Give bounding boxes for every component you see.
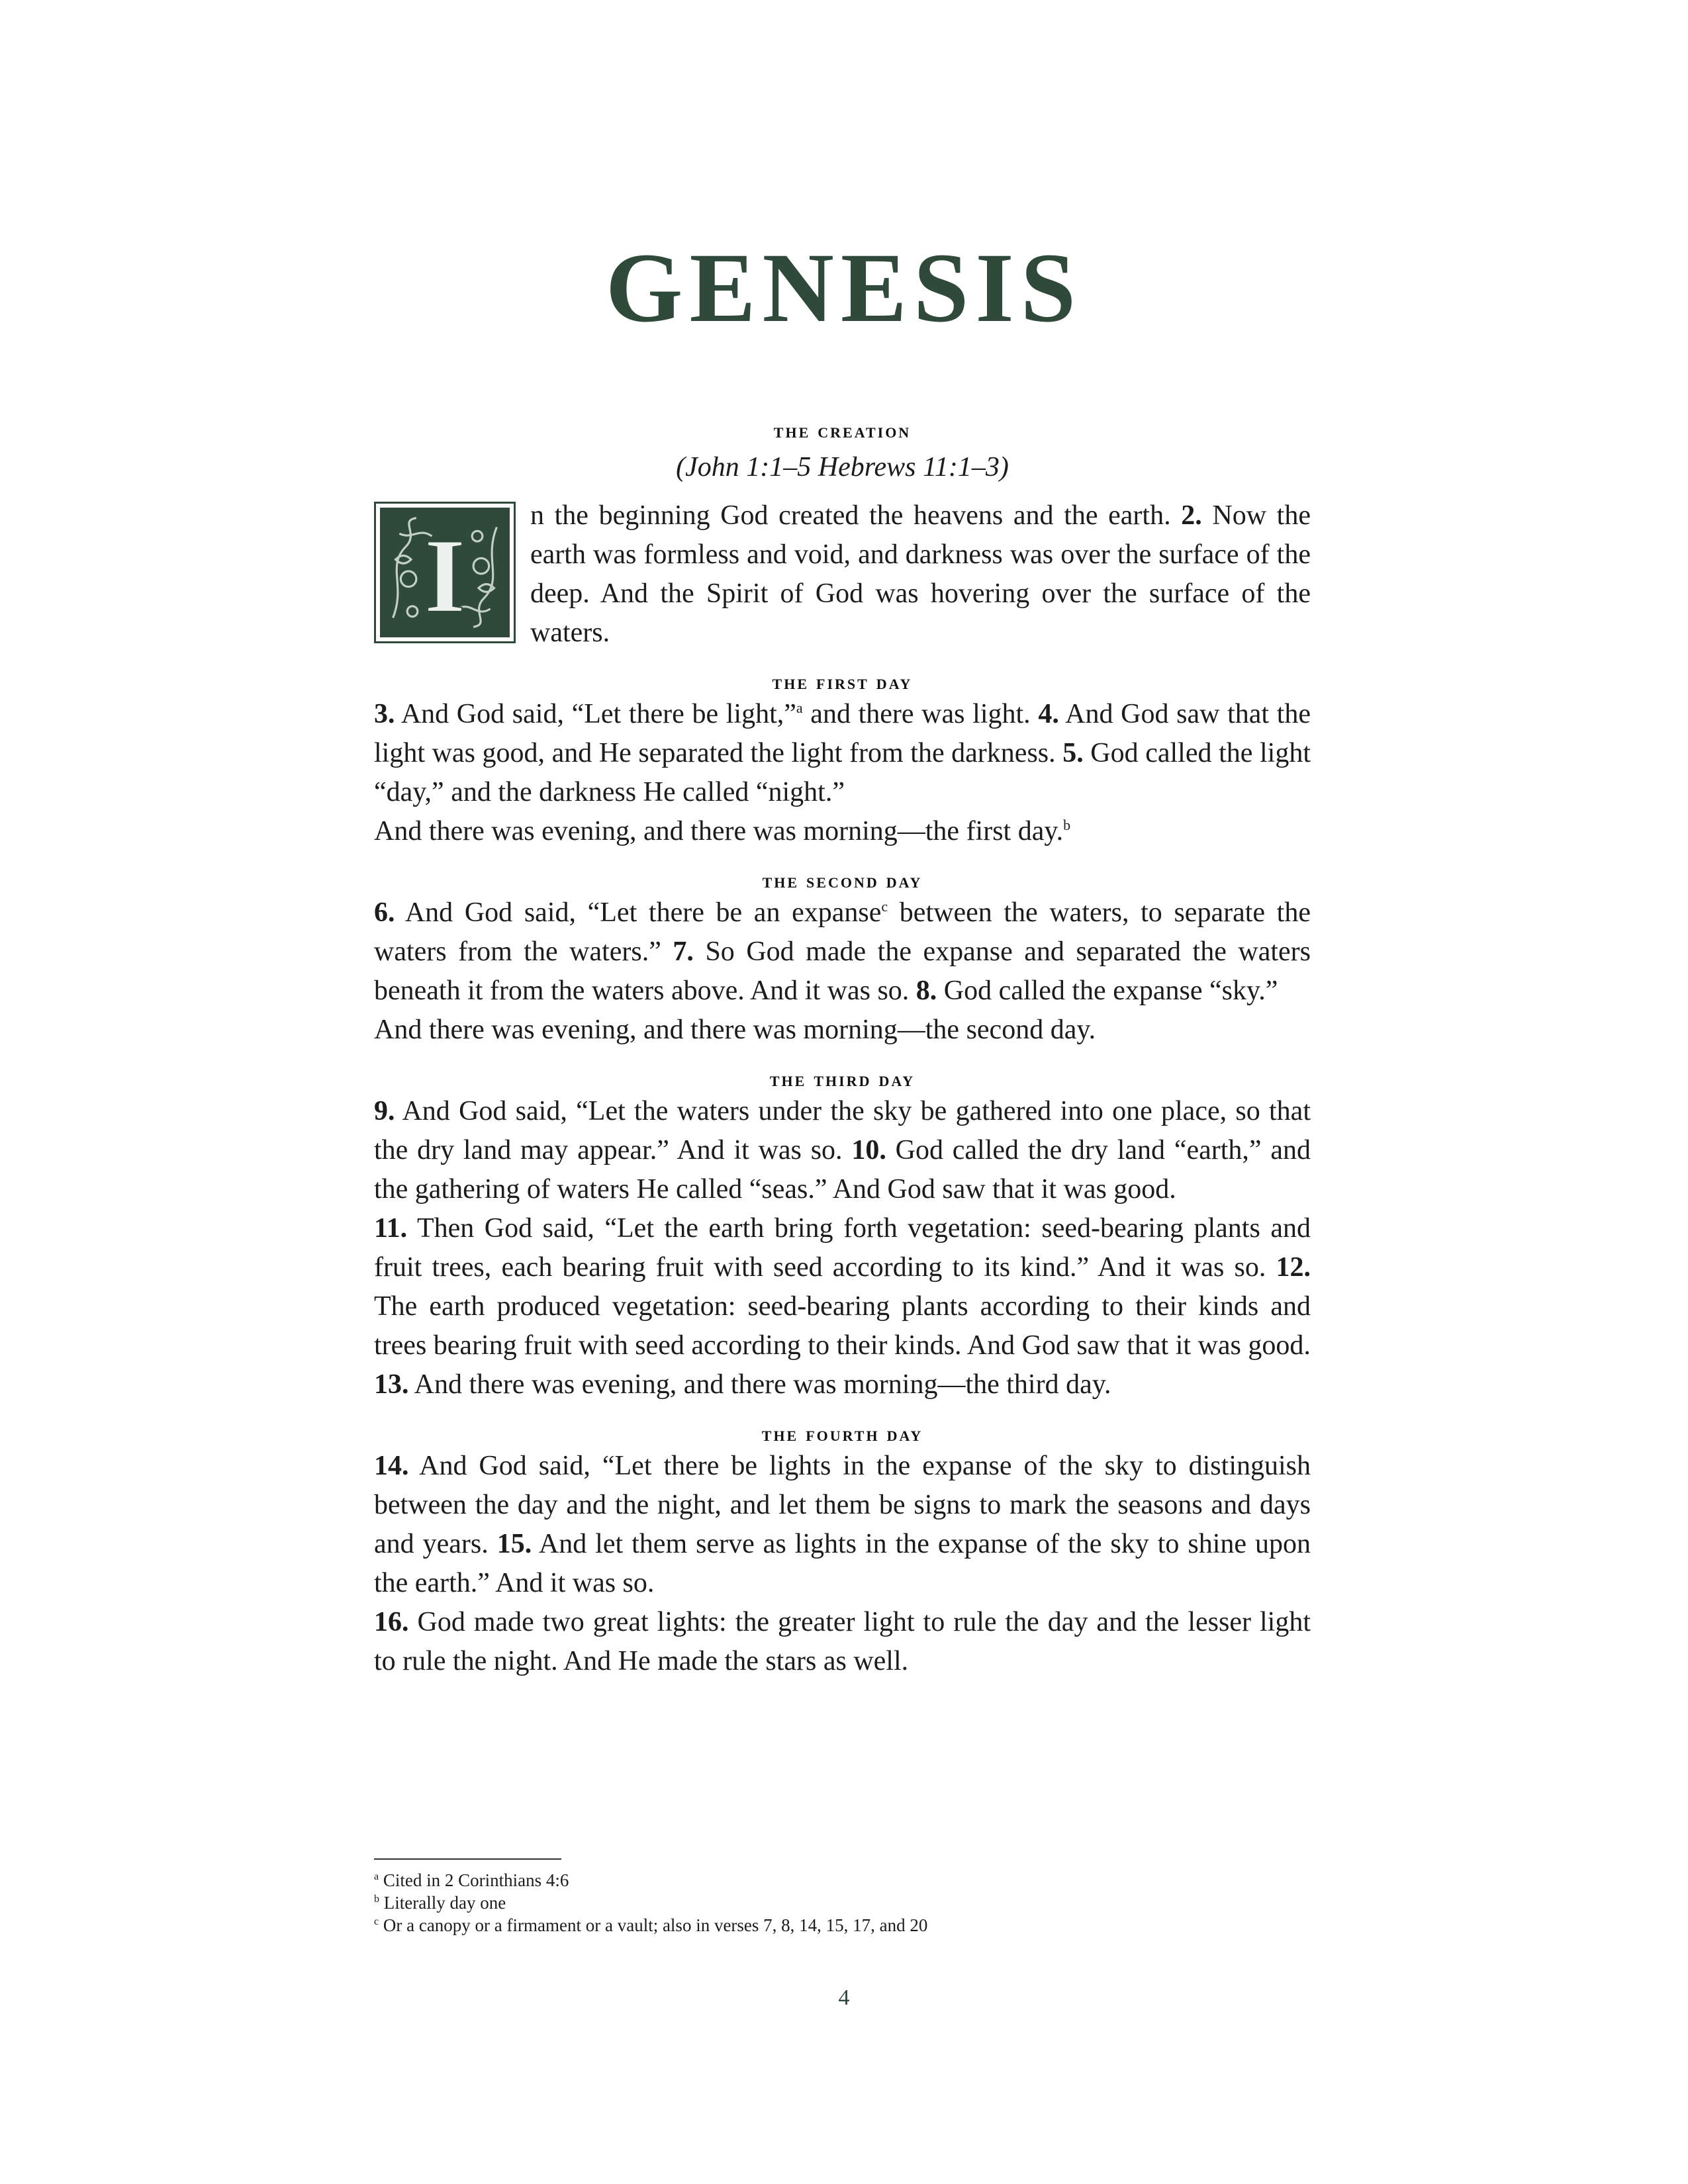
verse-3-text-cont: and there was light. [802,699,1039,729]
footnote-c [374,1914,1311,1936]
verse-6-text-cont: between the waters, to separate the waters from the waters.” [374,897,1311,967]
verse-number: 5. [1062,738,1084,768]
ornamental-dropcap-i [374,502,516,643]
verse-number: 16. [374,1607,409,1637]
verse-4-text: And God saw that the light was good, and He separated the light from the darkness. [374,699,1311,768]
evening-line: And there was evening, and there was morning—the first day. [374,816,1064,846]
footnote-marker[interactable]: b [1063,817,1071,833]
footnote-a [374,1869,1311,1891]
footnote-mark: c [374,1916,379,1927]
verse-14-text: And God said, “Let there be lights in the expanse of the sky to distinguish between the day and the night, and let them be signs to mark the seasons and days and years. [374,1451,1311,1559]
footnote-text: Or a canopy or a firmament or a vault; also in verses 7, 8, 14, 15, 17, and 20 [383,1915,928,1935]
verse-11-text: Then God said, “Let the earth bring forth vegetation: seed-bearing plants and fruit trees, each bearing fruit with seed according to its kind.” And it was so. [374,1213,1311,1283]
section-heading-fourth-day: the fourth day [761,1422,923,1445]
verse-10-text: God called the dry land “earth,” and the gathering of waters He called “seas.” And God saw that it was good. [374,1135,1311,1205]
verse-number: 2. [1181,500,1202,531]
section-heading-first-day: the first day [772,670,913,694]
verse-15-text: And let them serve as lights in the expanse of the sky to shine upon the earth.” And it was so. [374,1529,1311,1598]
footnotes [374,1858,1311,1936]
verse-9-text: And God said, “Let the waters under the sky be gathered into one place, so that the dry land may appear.” And it was so. [374,1096,1311,1165]
section-heading-second-day: the second day [762,868,923,892]
footnote-mark: b [374,1893,379,1905]
verse-6-text: And God said, “Let there be an expanse [395,897,882,928]
floral-ornament-icon [380,508,510,637]
verse-2-text: Now the earth was formless and void, and darkness was over the surface of the deep. And the Spirit of God was hovering over the surface of the waters. [530,500,1311,648]
verse-1-text: n the beginning God created the heavens and the earth. [530,500,1182,531]
page-number: 4 [838,1985,850,2010]
creation-paragraph [374,496,1311,653]
footnote-mark: a [374,1871,379,1882]
verse-number: 8. [915,976,937,1006]
footnote-divider [374,1858,561,1860]
verse-number: 11. [374,1213,408,1244]
cross-reference: (John 1:1–5 Hebrews 11:1–3) [676,452,1009,482]
footnote-text: Cited in 2 Corinthians 4:6 [383,1870,569,1890]
verse-13-text: And there was evening, and there was morning—the third day. [408,1369,1111,1400]
verse-number: 7. [673,936,694,967]
footnote-b [374,1891,1311,1914]
verse-number: 10. [851,1135,886,1165]
verse-number: 14. [374,1451,409,1481]
verse-5-text: God called the light “day,” and the darkness He called “night.” [374,738,1311,807]
verse-7-text: So God made the expanse and separated the waters beneath it from the waters above. And it was so. [374,936,1311,1006]
verse-number: 3. [374,699,395,729]
section-heading-third-day: the third day [769,1067,915,1091]
footnote-marker[interactable]: c [881,898,888,915]
verse-number: 15. [496,1529,532,1559]
footnote-text: Literally day one [383,1893,506,1913]
verse-3-text: And God said, “Let there be light,” [395,699,796,729]
footnote-marker[interactable]: a [796,700,803,716]
verse-number: 13. [374,1369,409,1400]
verse-number: 6. [374,897,395,928]
verse-number: 9. [374,1096,395,1126]
verse-8-text: God called the expanse “sky.” [937,976,1278,1006]
dropcap-letter: I [424,516,466,635]
verse-number: 12. [1276,1252,1311,1283]
evening-line: And there was evening, and there was morning—the second day. [374,1015,1096,1045]
section-heading-creation: the creation [773,418,912,442]
scripture-body [374,417,1311,1681]
book-title: GENESIS [605,233,1083,343]
verse-16-text: God made two great lights: the greater light to rule the day and the lesser light to rule the night. And He made the stars as well. [374,1607,1311,1676]
verse-number: 4. [1038,699,1059,729]
verse-12-text: The earth produced vegetation: seed-bearing plants according to their kinds and trees bearing fruit with seed according to their kinds. And God saw that it was good. [374,1291,1311,1361]
